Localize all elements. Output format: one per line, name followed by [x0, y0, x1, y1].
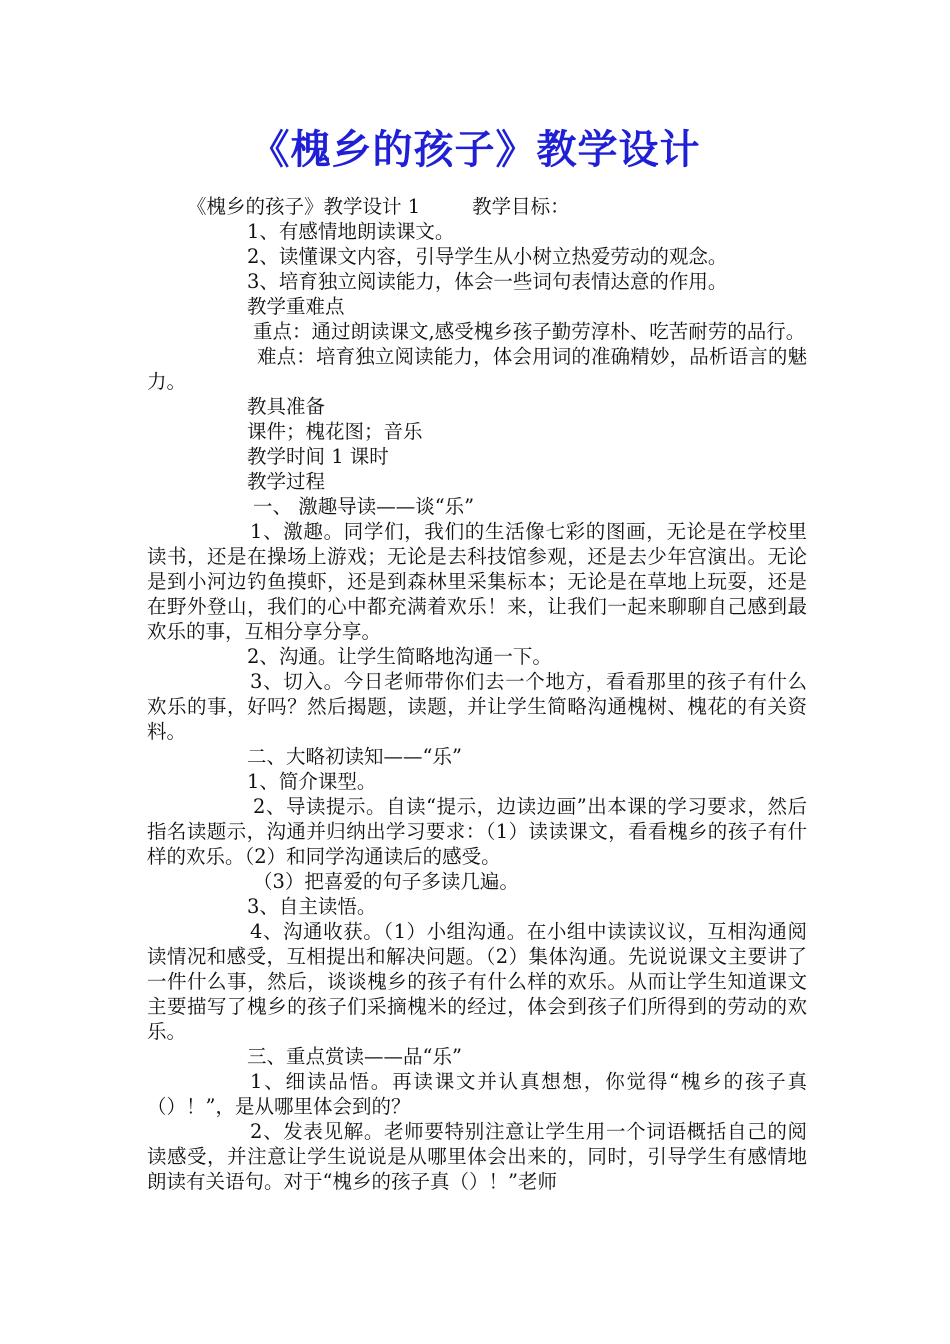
paragraph: 课件；槐花图；音乐 — [247, 420, 423, 443]
paragraph: 2、发表见解。老师要特别注意让学生用一个词语概括自己的阅读感受，并注意让学生说说是从哪里体会出来的，同时，引导学生有感情地朗读有关语句。对于“槐乡的孩子真（）！”老师 — [147, 1120, 807, 1193]
paragraph: 教学时间 1 课时 — [247, 445, 389, 468]
subtitle-line — [147, 194, 807, 219]
paragraph: 4、沟通收获。（1）小组沟通。在小组中读读议议，互相沟通阅读情况和感受，互相提出和解决问题。（2）集体沟通。先说说课文主要讲了一件什么事，然后，谈谈槐乡的孩子有什么样的欢乐。从而让学生知道课文主要描写了槐乡的孩子们采摘槐米的经过，体会到孩子们所得到的劳动的欢乐。 — [147, 920, 807, 1043]
section-heading: 教具准备 — [247, 395, 326, 418]
paragraph: 1、简介课型。 — [247, 770, 377, 793]
paragraph: 2、导读提示。自读“提示，边读边画”出本课的学习要求，然后指名读题示，沟通并归纳出学习要求：（1）读读课文，看看槐乡的孩子有什样的欢乐。（2）和同学沟通读后的感受。 — [147, 795, 807, 868]
document-body — [147, 194, 807, 1194]
paragraph: 难点：培育独立阅读能力，体会用词的准确精妙，品析语言的魅力。 — [147, 345, 807, 393]
paragraph: 2、沟通。让学生简略地沟通一下。 — [247, 645, 552, 668]
paragraph: 1、细读品悟。再读课文并认真想想，你觉得“槐乡的孩子真（）！”，是从哪里体会到的？ — [147, 1070, 807, 1118]
paragraph: 3、切入。今日老师带你们去一个地方，看看那里的孩子有什么欢乐的事，好吗？然后揭题，读题，并让学生简略沟通槐树、槐花的有关资料。 — [147, 670, 807, 743]
paragraph: 重点：通过朗读课文,感受槐乡孩子勤劳淳朴、吃苦耐劳的品行。 — [253, 320, 806, 343]
section-heading: 一、 激趣导读——谈“乐” — [253, 495, 475, 518]
paragraph: 3、培育独立阅读能力，体会一些词句表情达意的作用。 — [247, 270, 728, 293]
document-title: 《槐乡的孩子》教学设计 — [249, 127, 701, 173]
paragraph: （3）把喜爱的句子多读几遍。 — [253, 870, 519, 893]
section-heading: 三、重点赏读——品“乐” — [247, 1045, 462, 1068]
section-heading: 教学过程 — [247, 470, 326, 493]
paragraph: 2、读懂课文内容，引导学生从小树立热爱劳动的观念。 — [247, 245, 728, 268]
section-heading: 教学重难点 — [247, 295, 345, 318]
paragraph: 1、有感情地朗读课文。 — [247, 220, 455, 243]
subtitle-part2: 教学目标： — [472, 195, 570, 218]
paragraph: 1、激趣。同学们，我们的生活像七彩的图画，无论是在学校里读书，还是在操场上游戏；无论是去科技馆参观，还是去少年宫演出。无论是到小河边钓鱼摸虾，还是到森林里采集标本；无论是在草地上玩耍，还是在野外登山，我们的心中都充满着欢乐！来，让我们一起来聊聊自己感到最欢乐的事，互相分享分享。 — [147, 520, 807, 643]
subtitle-part1: 《槐乡的孩子》教学设计 1 — [187, 195, 421, 218]
section-heading: 二、大略初读知——“乐” — [247, 745, 462, 768]
paragraph: 3、自主读悟。 — [247, 895, 377, 918]
